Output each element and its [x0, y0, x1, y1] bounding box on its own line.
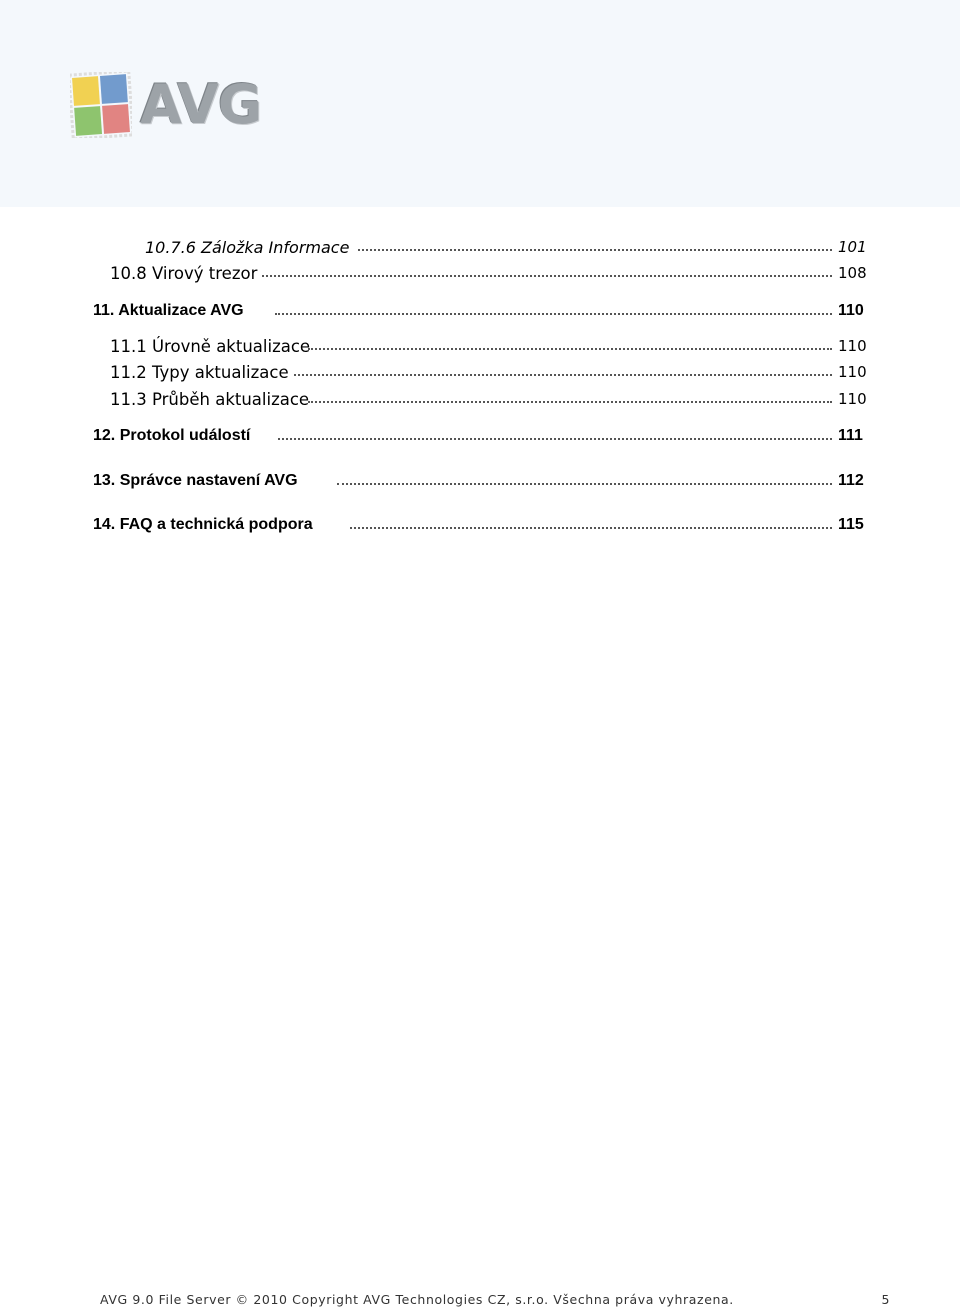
toc-leader: [262, 275, 832, 277]
toc-leader: [308, 348, 832, 350]
toc-entry-label: 10.8 Virový trezor: [110, 264, 258, 283]
toc-entry[interactable]: [0, 390, 960, 412]
toc-leader: [278, 438, 832, 440]
toc-entry-label: 13. Správce nastavení AVG: [93, 472, 298, 489]
toc-entry-page: 110: [838, 363, 867, 381]
toc-entry-page: 110: [838, 337, 867, 355]
toc-leader: [294, 374, 832, 376]
toc-entry-page: 110: [838, 390, 867, 408]
toc-entry[interactable]: [0, 337, 960, 359]
toc-entry-page: 115: [838, 516, 864, 533]
toc-leader: [350, 527, 832, 529]
toc-leader: [358, 249, 832, 251]
toc-entry-label: 11.1 Úrovně aktualizace: [110, 337, 311, 356]
logo-text: AVG: [140, 73, 262, 136]
toc-entry[interactable]: [0, 238, 960, 260]
toc-entry-page: 112: [838, 472, 864, 489]
avg-logo: [70, 72, 261, 138]
toc-entry-label: 11. Aktualizace AVG: [93, 302, 244, 319]
toc-entry-label: 14. FAQ a technická podpora: [93, 516, 313, 533]
toc-leader: [308, 401, 832, 403]
page-number: 5: [881, 1292, 890, 1307]
toc-leader: [337, 483, 832, 485]
toc-leader: [275, 313, 832, 315]
toc-entry[interactable]: [0, 472, 960, 494]
toc-entry[interactable]: [0, 427, 960, 449]
toc-entry[interactable]: [0, 363, 960, 385]
toc-entry-page: 108: [838, 264, 867, 282]
page-footer: [100, 1292, 890, 1307]
toc-entry[interactable]: [0, 516, 960, 538]
toc-entry-label: 11.2 Typy aktualizace: [110, 363, 289, 382]
toc-entry-label: 10.7.6 Záložka Informace: [145, 238, 350, 257]
toc-entry-label: 11.3 Průběh aktualizace: [110, 390, 310, 409]
toc-entry-page: 101: [838, 238, 867, 256]
toc-entry-label: 12. Protokol událostí: [93, 427, 251, 444]
toc-entry-page: 111: [838, 427, 863, 444]
toc-entry-page: 110: [838, 302, 864, 319]
toc-entry[interactable]: [0, 264, 960, 286]
copyright-text: AVG 9.0 File Server © 2010 Copyright AVG Technologies CZ, s.r.o. Všechna práva vyhrazena.: [100, 1292, 734, 1307]
page-header: [0, 0, 960, 207]
toc-entry[interactable]: [0, 302, 960, 324]
avg-logo-icon: [70, 72, 132, 138]
